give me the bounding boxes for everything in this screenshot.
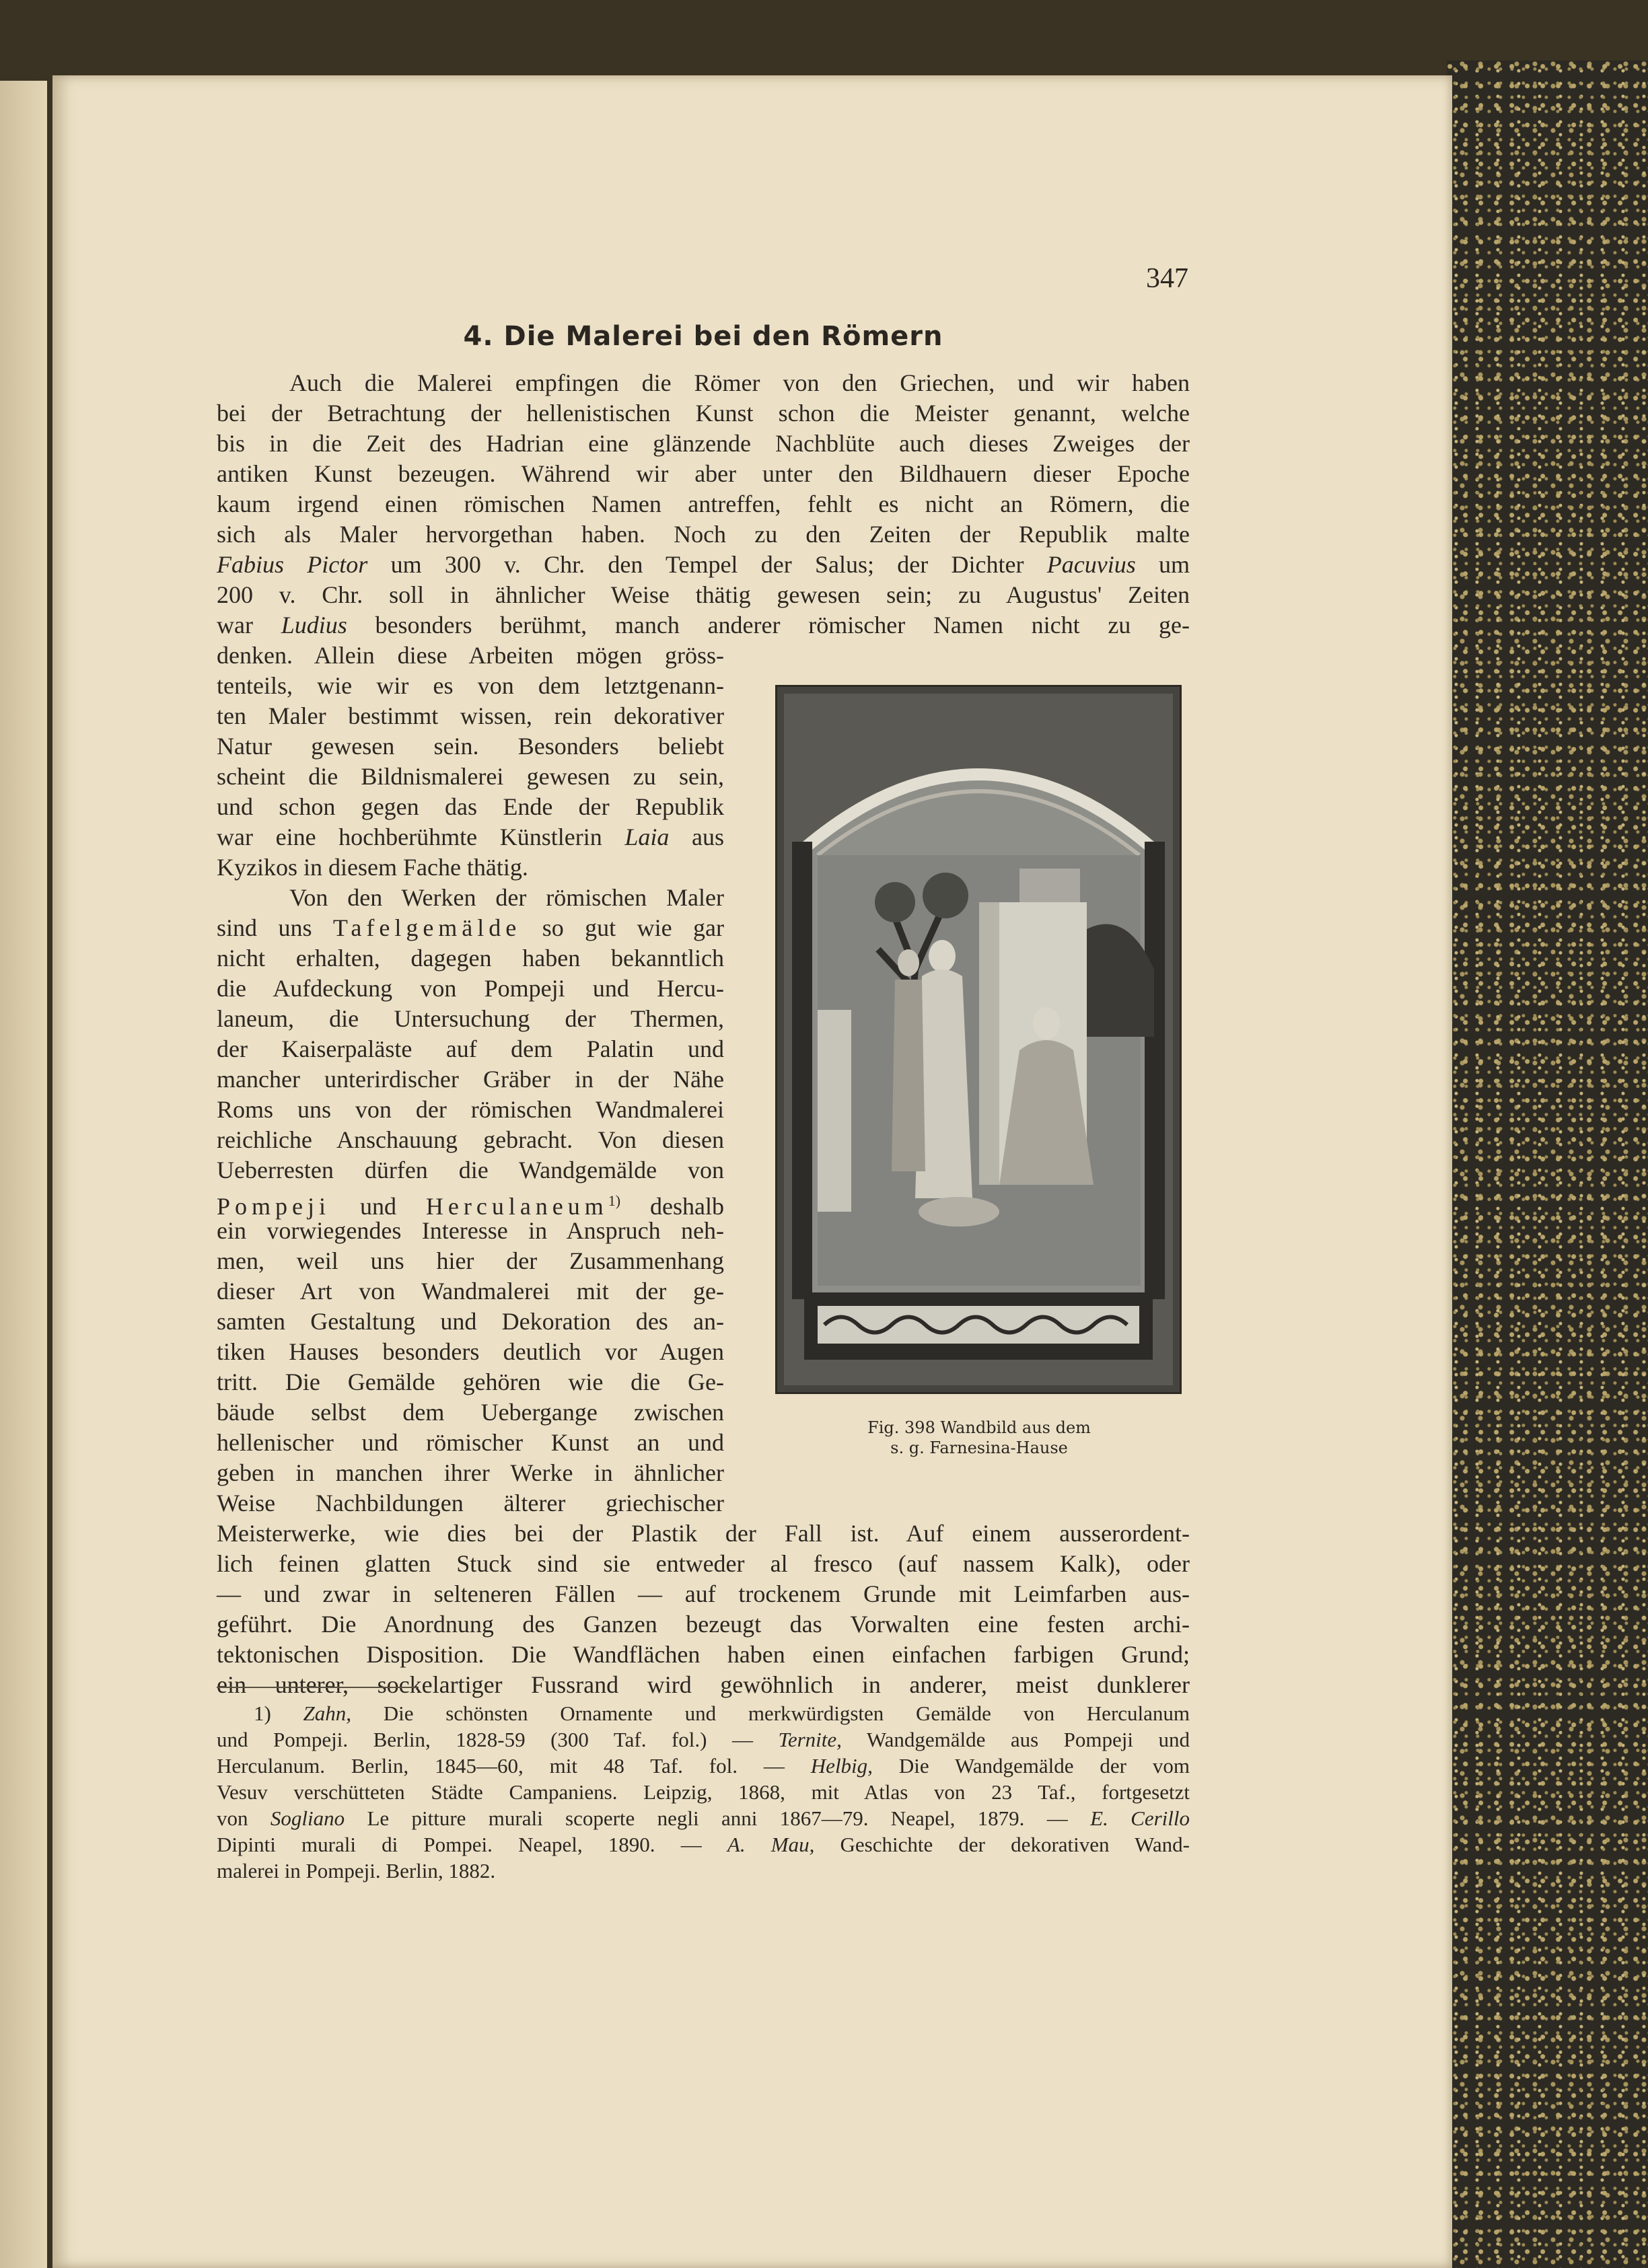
footnote-rule xyxy=(217,1687,419,1688)
text-line: Von den Werken der römischen Maler xyxy=(289,884,724,911)
text-line: ten Maler bestimmt wissen, rein dekorativer xyxy=(217,702,724,729)
text-line: kaum irgend einen römischen Namen antreffen, fehlt es nicht an Römern, die xyxy=(217,490,1190,517)
footnote-line: und Pompeji. Berlin, 1828-59 (300 Taf. fol.) — Ternite, Wandgemälde aus Pompeji und xyxy=(217,1728,1190,1751)
text-line: Weise Nachbildungen älterer griechischer xyxy=(217,1490,724,1516)
book-cover-board xyxy=(1447,61,1648,2268)
text-line: mancher unterirdischer Gräber in der Nähe xyxy=(217,1066,724,1093)
text-line: war Ludius besonders berühmt, manch anderer römischer Namen nicht zu ge- xyxy=(217,612,1190,638)
text-line: Meisterwerke, wie dies bei der Plastik der Fall ist. Auf einem ausserordent- xyxy=(217,1520,1190,1547)
text-line: der Kaiserpaläste auf dem Palatin und xyxy=(217,1035,724,1062)
text-line: war eine hochberühmte Künstlerin Laia aus xyxy=(217,824,724,850)
section-title: 4. Die Malerei bei den Römern xyxy=(463,321,943,352)
text-line: bei der Betrachtung der hellenistischen Kunst schon die Meister genannt, welche xyxy=(217,400,1190,427)
text-line: antiken Kunst bezeugen. Während wir aber unter den Bildhauern dieser Epoche xyxy=(217,460,1190,487)
text-line: Natur gewesen sein. Besonders beliebt xyxy=(217,733,724,760)
text-line: tritt. Die Gemälde gehören wie die Ge- xyxy=(217,1368,724,1395)
text-line: lich feinen glatten Stuck sind sie entweder al fresco (auf nassem Kalk), oder xyxy=(217,1550,1190,1577)
text-line: dieser Art von Wandmalerei mit der ge- xyxy=(217,1278,724,1305)
footnote-line: von Sogliano Le pitture murali scoperte negli anni 1867—79. Neapel, 1879. — E. Cerillo xyxy=(217,1806,1190,1830)
text-line: 200 v. Chr. soll in ähnlicher Weise thätig gewesen sein; zu Augustus' Zeiten xyxy=(217,581,1190,608)
text-line: sind uns Tafelgemälde so gut wie gar xyxy=(217,914,724,941)
page-number: 347 xyxy=(1146,263,1188,294)
text-line: bis in die Zeit des Hadrian eine glänzende Nachblüte auch dieses Zweiges der xyxy=(217,430,1190,457)
footnote-line: Herculanum. Berlin, 1845—60, mit 48 Taf. fol. — Helbig, Die Wandgemälde der vom xyxy=(217,1754,1190,1778)
text-line: samten Gestaltung und Dekoration des an- xyxy=(217,1308,724,1335)
name-pacuvius: Pacuvius xyxy=(1046,551,1136,578)
text-line: tenteils, wie wir es von dem letztgenann- xyxy=(217,672,724,699)
text-line: laneum, die Untersuchung der Thermen, xyxy=(217,1005,724,1032)
footnote-line: Dipinti murali di Pompei. Neapel, 1890. — A. Mau, Geschichte der dekorativen Wand- xyxy=(217,1833,1190,1856)
text-line: hellenischer und römischer Kunst an und xyxy=(217,1429,724,1456)
text-line: men, weil uns hier der Zusammenhang xyxy=(217,1247,724,1274)
name-laia: Laia xyxy=(624,824,670,850)
text-line: Roms uns von der römischen Wandmalerei xyxy=(217,1096,724,1123)
footnote-line: malerei in Pompeji. Berlin, 1882. xyxy=(217,1859,496,1882)
text-line: denken. Allein diese Arbeiten mögen gröss- xyxy=(217,642,724,669)
text-line: Kyzikos in diesem Fache thätig. xyxy=(217,854,528,881)
text-line: geführt. Die Anordnung des Ganzen bezeugt das Vorwalten eine festen archi- xyxy=(217,1611,1190,1638)
footnote-line: Vesuv verschütteten Städte Campaniens. Leipzig, 1868, mit Atlas von 23 Taf., fortgesetzt xyxy=(217,1780,1190,1804)
footnote-line: 1) Zahn, Die schönsten Ornamente und merkwürdigsten Gemälde von Herculanum xyxy=(254,1702,1190,1725)
text-line: sich als Maler hervorgethan haben. Noch zu den Zeiten der Republik malte xyxy=(217,521,1190,548)
wall-painting-illustration xyxy=(777,687,1180,1392)
text-line: tektonischen Disposition. Die Wandflächen haben einen einfachen farbigen Grund; xyxy=(217,1641,1190,1668)
text-line: scheint die Bildnismalerei gewesen zu sein, xyxy=(217,763,724,790)
name-fabius-pictor: Fabius Pictor xyxy=(217,551,368,578)
text-line: geben in manchen ihrer Werke in ähnlicher xyxy=(217,1459,724,1486)
name-ludius: Ludius xyxy=(281,612,347,638)
text-line: reichliche Anschauung gebracht. Von diesen xyxy=(217,1126,724,1153)
text-line: ein vorwiegendes Interesse in Anspruch neh- xyxy=(217,1217,724,1244)
wall-painting-figure xyxy=(775,685,1182,1394)
text-line: Ueberresten dürfen die Wandgemälde von xyxy=(217,1157,724,1183)
text-line: und schon gegen das Ende der Republik xyxy=(217,793,724,820)
text-line: die Aufdeckung von Pompeji und Hercu- xyxy=(217,975,724,1002)
text-line: — und zwar in selteneren Fällen — auf trockenem Grunde mit Leimfarben aus- xyxy=(217,1580,1190,1607)
text-line: Pompeji und Herculaneum$^{1)}$ deshalb xyxy=(217,1192,725,1220)
figure-caption: Fig. 398 Wandbild aus dem s. g. Farnesina-Hause xyxy=(867,1418,1091,1457)
text-line: Auch die Malerei empfingen die Römer von den Griechen, und wir haben xyxy=(289,369,1190,396)
text-line: Fabius Pictor um 300 v. Chr. den Tempel der Salus; der Dichter Pacuvius um xyxy=(217,551,1190,578)
text-line: ein unterer, sockelartiger Fussrand wird gewöhnlich in anderer, meist dunklerer xyxy=(217,1671,1190,1698)
left-page-edge xyxy=(0,81,47,2268)
text-line: bäude selbst dem Uebergange zwischen xyxy=(217,1399,724,1426)
text-line: tiken Hauses besonders deutlich vor Augen xyxy=(217,1338,724,1365)
text-line: nicht erhalten, dagegen haben bekanntlich xyxy=(217,945,724,972)
footnote-marker: 1) xyxy=(608,1192,621,1209)
spaced-term: Tafelgemälde xyxy=(332,914,522,941)
